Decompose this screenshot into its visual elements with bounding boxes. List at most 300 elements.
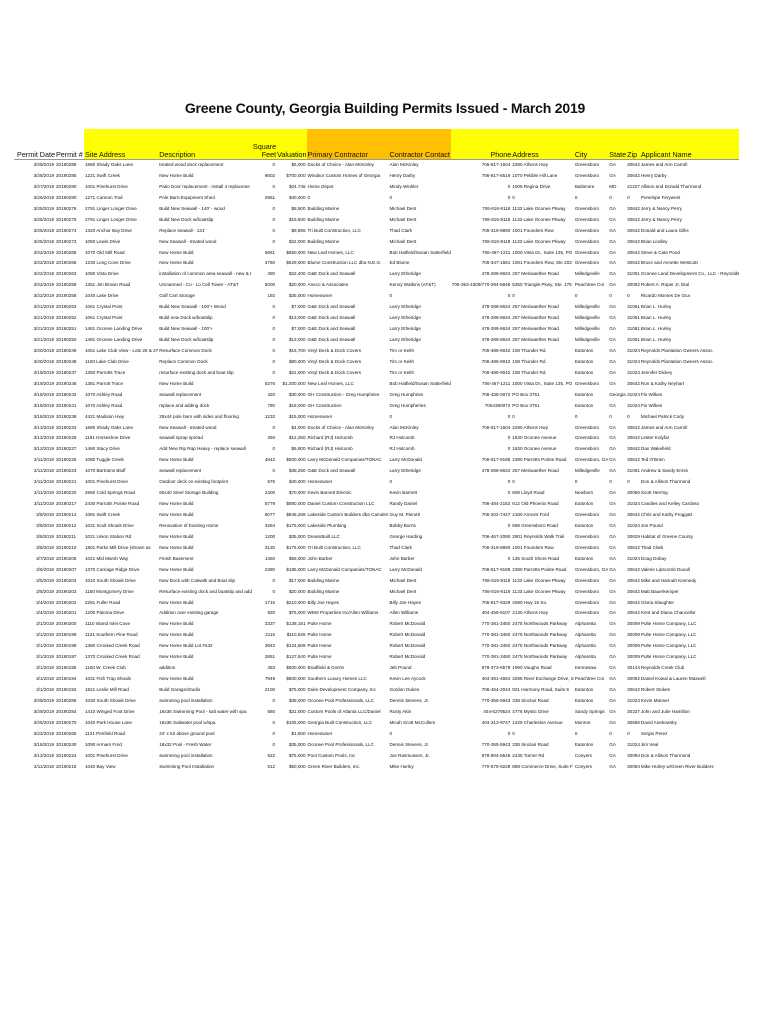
table-cell: Bradfield & Gorrie: [307, 665, 345, 671]
table-row: [14, 247, 739, 258]
table-cell: Eatonton: [574, 697, 594, 703]
table-cell: $31,000: [288, 708, 306, 714]
table-cell: 3/5/2019: [36, 577, 54, 583]
table-cell: 0: [272, 326, 276, 332]
table-row: [14, 390, 739, 401]
table-cell: 3/18/2019: [33, 391, 54, 397]
table-cell: 3/22/2019: [33, 282, 54, 288]
table-cell: seawall replacement: [159, 468, 202, 474]
table-cell: 1061 Crystal Point: [85, 304, 123, 310]
table-cell: 0: [609, 479, 612, 485]
permits-table: [14, 129, 739, 772]
table-cell: Larry McDonald: [389, 457, 422, 463]
table-row: [14, 740, 739, 751]
table-cell: 0: [272, 719, 276, 725]
table-cell: WMS Properties Inc/Allen Williams: [307, 610, 379, 616]
table-cell: 257 Meriwaether Road: [512, 304, 559, 310]
table-cell: 889 Commerce Drive, Suite F: [512, 763, 573, 769]
table-cell: Thad Clark: [389, 544, 412, 550]
table-cell: GA: [609, 522, 616, 528]
table-cell: $7,000: [291, 326, 306, 332]
table-cell: seawall riprap spread: [159, 435, 203, 441]
table-cell: Custom Pools of Atlanta LLC/Daniel: [307, 708, 381, 714]
table-cell: Alpharetta: [574, 654, 596, 660]
table-cell: 1001 Founders Row: [512, 227, 554, 233]
table-cell: 1031 Fish Trap Shoals: [85, 676, 131, 682]
table-cell: Eatonton: [574, 358, 594, 364]
table-cell: 280: [267, 271, 276, 277]
table-row: [14, 597, 739, 608]
table-cell: Reynolds Plantation Owners Assoc.: [640, 358, 714, 364]
table-cell: Eatonton: [574, 501, 594, 507]
table-cell: Michael Dent: [389, 216, 417, 222]
table-cell: 0: [627, 479, 630, 485]
table-cell: Eatonton: [574, 741, 594, 747]
table-cell: 20190284: [56, 708, 77, 714]
table-cell: 0: [272, 304, 276, 310]
table-cell: 20190194: [56, 676, 77, 682]
table-cell: 0: [272, 730, 276, 736]
table-cell: 30092: [627, 282, 640, 288]
table-cell: Greensboro: [574, 544, 600, 550]
table-row: [14, 379, 739, 390]
table-cell: 2901 Reynolds Walk Trail: [512, 533, 565, 539]
table-cell: Pulte Home: [307, 621, 332, 627]
table-cell: 3/25/2019: [33, 205, 54, 211]
table-cell: 3/12/2019: [33, 435, 54, 441]
table-cell: 3/28/2019: [33, 172, 54, 178]
table-cell: GA: [609, 610, 616, 616]
table-cell: GH Construction: [307, 402, 342, 408]
table-cell: GA: [609, 468, 616, 474]
table-cell: 3/19/2019: [33, 380, 54, 386]
table-cell: 706-817-9188: [481, 457, 511, 463]
table-cell: Alan McKinley: [389, 162, 419, 167]
table-cell: 3/8/2019: [36, 533, 54, 539]
table-cell: Windsor Custom Homes of Georgia: [307, 172, 381, 178]
table-cell: 30327: [627, 708, 640, 714]
table-cell: 3/21/2019: [33, 326, 54, 332]
table-cell: 0: [272, 162, 276, 167]
table-cell: 0: [389, 730, 393, 736]
table-cell: 3/6/2019: [36, 566, 54, 572]
table-cell: 3/5/2019: [36, 588, 54, 594]
table-cell: 404-6279524: [483, 708, 511, 714]
table-cell: Habitat of Greene County: [640, 533, 693, 539]
table-cell: Aneco & Associates: [307, 282, 349, 288]
table-cell: 622: [267, 752, 276, 758]
table-cell: Southern Luxury Homes LLC: [307, 676, 367, 682]
table-cell: GA: [609, 588, 616, 594]
table-cell: 0: [272, 424, 276, 430]
table-cell: Dennis Stevens, Jr.: [389, 741, 430, 747]
table-cell: 20190285: [56, 172, 77, 178]
table-cell: 20190274: [56, 227, 77, 233]
table-cell: 3843: [264, 643, 276, 649]
table-cell: $38,250: [288, 468, 306, 474]
table-cell: Alpharetta: [574, 632, 596, 638]
table-row: [14, 762, 739, 773]
table-row: [14, 685, 739, 696]
table-cell: GA: [609, 632, 616, 638]
table-cell: Greensboro: [574, 380, 600, 386]
table-cell: Peachtree Cor: [574, 676, 605, 682]
table-cell: $127,540: [286, 654, 306, 660]
table-cell: Milledgeville: [574, 304, 600, 310]
table-cell: 20190266: [56, 260, 77, 266]
table-cell: $5,000: [291, 162, 306, 167]
table-cell: GA: [609, 490, 616, 496]
table-cell: 2400: [264, 490, 276, 496]
table-cell: 0: [609, 194, 612, 200]
table-cell: Eatonton: [574, 347, 594, 353]
table-cell: 16x36 Saltwater pool w/spa: [159, 719, 216, 725]
table-cell: Tim or Keith: [389, 347, 415, 353]
table-cell: Bob Hatfield/Susan Satterfield: [389, 249, 451, 255]
table-cell: GA: [609, 347, 616, 353]
table-row: [14, 291, 739, 302]
table-cell: 0: [574, 293, 578, 299]
table-cell: 20190212: [56, 522, 77, 528]
table-cell: 20190259: [56, 282, 77, 288]
table-cell: 30642: [627, 260, 640, 266]
table-cell: Replace seawall - 131': [159, 227, 206, 233]
table-cell: Greensboro: [574, 424, 600, 430]
table-cell: 20190270: [56, 719, 77, 725]
table-cell: Randy Daniel: [389, 501, 418, 507]
table-cell: $105,000: [286, 719, 306, 725]
table-cell: 257 Meriwaether Road: [512, 315, 559, 321]
table-row: [14, 729, 739, 740]
table-cell: $1,500: [291, 730, 306, 736]
table-cell: 338 Sinclair Road: [512, 741, 549, 747]
table-cell: Scott Herring: [640, 490, 668, 496]
table-cell: Mike Hurley: [389, 763, 414, 769]
table-cell: 1061 Crystal Point: [85, 315, 123, 321]
table-cell: 20190263: [56, 271, 77, 277]
table-cell: 20190204: [56, 577, 77, 583]
table-row: [14, 401, 739, 412]
table-cell: 257 Meriwaether Road: [512, 271, 559, 277]
table-cell: Larry Etheridge: [389, 315, 421, 321]
table-cell: Greensboro: [574, 216, 600, 222]
table-cell: Kevin Barnett Electric: [307, 490, 352, 496]
table-row: [14, 226, 739, 237]
table-cell: 338 Sinclair Road: [512, 697, 549, 703]
table-cell: 598 Greensboro Road: [512, 522, 558, 528]
table-cell: Mike and Hannah Kennedy: [640, 577, 697, 583]
table-cell: GA: [609, 687, 616, 692]
table-cell: 1680 Shady Oaks Lane: [85, 162, 134, 167]
table-cell: 706-347-1581: [481, 260, 511, 266]
table-cell: 1350 Parrotts Trace: [85, 369, 126, 375]
table-cell: G&E Dock and Seawall: [307, 304, 356, 310]
table-cell: 706-485-9042: [481, 369, 511, 375]
table-cell: GA: [609, 621, 616, 627]
table-cell: 20190225: [56, 457, 77, 463]
table-cell: 0: [507, 555, 511, 561]
table-cell: 20190248: [56, 358, 77, 364]
table-cell: Newborn: [574, 490, 594, 496]
table-cell: 30009: [627, 632, 640, 638]
table-cell: Greensboro: [574, 588, 600, 594]
table-cell: 3295 River Exchange Drive, S: [512, 676, 574, 682]
table-row: [14, 608, 739, 619]
table-cell: 1050 Lewis Drive: [85, 238, 121, 244]
table-cell: 20190238: [56, 413, 77, 419]
table-cell: Reynolds Creek Club: [640, 665, 685, 671]
table-cell: 706-816-9118: [482, 238, 511, 244]
table-cell: 2380: [264, 566, 276, 572]
table-cell: Greensboro: [574, 238, 600, 244]
table-cell: 31061: [627, 271, 640, 277]
table-cell: GA: [609, 216, 616, 222]
table-cell: 1191 Horseshoe Drive: [85, 435, 131, 441]
table-cell: 0: [512, 479, 515, 485]
table-cell: 31061: [627, 326, 640, 332]
table-cell: 31061: [627, 315, 640, 321]
table-cell: 20190273: [56, 238, 77, 244]
table-cell: 0: [507, 183, 511, 189]
table-cell: 0: [574, 413, 578, 419]
table-cell: GA: [609, 512, 616, 517]
table-cell: Milledgeville: [574, 315, 600, 321]
table-cell: 20190202: [56, 599, 77, 605]
table-cell: 3/12/2019: [33, 446, 54, 452]
table-cell: Jennifer Dickey: [640, 369, 673, 375]
table-row: [14, 280, 739, 291]
table-cell: 1481 Oconee Landing Drive: [85, 326, 143, 332]
table-cell: 20190286: [56, 697, 77, 703]
table-cell: $80,000: [288, 358, 306, 364]
table-cell: 478-288-6634: [481, 468, 511, 474]
table-cell: 20190200: [56, 621, 77, 627]
table-cell: GA: [609, 326, 616, 332]
table-cell: 3/18/2019: [33, 402, 54, 408]
table-cell: 1100 W. Creek Club: [85, 665, 126, 671]
table-cell: Pulte Home Company, LLC: [640, 621, 697, 627]
table-row: [14, 630, 739, 641]
table-cell: GA: [609, 665, 616, 671]
table-cell: 1133 Lake Oconee Pkway: [512, 588, 566, 594]
table-cell: 0: [272, 697, 276, 703]
table-cell: Ron & Kathy Neyhart: [640, 380, 685, 386]
table-cell: GA: [609, 304, 616, 310]
table-cell: Larry McDonald Companies/TONAC: [307, 566, 382, 572]
table-cell: $15,000: [288, 413, 306, 419]
table-cell: Build new Dock w/boatslip: [159, 315, 213, 321]
table-cell: Jerry & Nancy Perry: [640, 216, 682, 222]
column-header: Applicant Name: [640, 129, 740, 160]
table-cell: GA: [609, 544, 616, 550]
table-cell: 2475 Northwoods Parkway: [512, 632, 568, 638]
table-cell: 1715: [264, 599, 276, 605]
table-cell: Pulte Home Company, LLC: [640, 643, 697, 649]
table-cell: 30642: [627, 544, 640, 550]
table-cell: G&E Dock and Seawall: [307, 337, 356, 342]
table-cell: 1133 Lake Oconee Pkway: [512, 577, 566, 583]
table-cell: 706-816-9118: [482, 577, 511, 583]
column-header: Permit Date: [14, 129, 55, 160]
table-cell: 608 Lloyd Road: [512, 490, 545, 496]
table-cell: Milledgeville: [574, 468, 600, 474]
table-cell: Dennis Stevens, Jr.: [389, 697, 430, 703]
table-cell: 257 Meriwaether Road: [512, 337, 559, 342]
table-row: [14, 182, 739, 193]
table-cell: 0: [512, 293, 515, 299]
table-cell: 20190253: [56, 304, 77, 310]
table-cell: 0: [272, 577, 276, 583]
table-cell: 0: [627, 413, 630, 419]
table-cell: 706-454-2044: [481, 687, 511, 692]
table-cell: Kenny Watkins (AT&T): [389, 282, 436, 288]
table-cell: Oconee Pool Professionals, LLC: [307, 697, 374, 703]
table-cell: Larry Etheridge: [389, 337, 421, 342]
table-cell: Robert McDonald: [389, 643, 426, 649]
table-cell: 3/1/2019: [36, 665, 54, 671]
table-cell: 3284: [264, 522, 276, 528]
table-body: [14, 160, 739, 773]
table-cell: 1200 Paloma Drive: [85, 610, 125, 616]
table-cell: 3/22/2019: [33, 249, 54, 255]
table-cell: 2951: [264, 194, 276, 200]
table-cell: Greensboro: [574, 512, 600, 517]
table-cell: New Home Build: [159, 380, 194, 386]
table-cell: 3/25/2019: [33, 216, 54, 222]
table-cell: Larry McDonald: [389, 566, 422, 572]
table-cell: 706-817-6519: [481, 172, 511, 178]
table-cell: 108 Thunder Rd.: [512, 358, 547, 364]
table-cell: GA: [609, 577, 616, 583]
table-cell: 24' x 52 above ground pool: [159, 730, 215, 736]
table-cell: 30656: [627, 719, 640, 725]
table-cell: Larry Etheridge: [389, 271, 421, 277]
table-row: [14, 346, 739, 357]
table-cell: 1821 Leslie Mill Road: [85, 687, 129, 692]
page-title: Greene County, Georgia Building Permits Issued - March 2019: [184, 100, 586, 116]
table-cell: RJ Holcomb: [389, 435, 415, 441]
table-cell: Kent and Diana Chancellor: [640, 610, 696, 616]
table-cell: Richard (RJ) Holcomb: [307, 435, 353, 441]
table-cell: 3130: [264, 544, 276, 550]
table-cell: Golf Cart Storage: [159, 293, 195, 299]
column-header: Zip: [626, 129, 640, 160]
table-cell: Larry McDonald Companies/TONAC: [307, 457, 382, 463]
table-row: [14, 532, 739, 543]
table-row: [14, 422, 739, 433]
table-cell: 3/11/2019: [33, 479, 54, 485]
table-cell: 770-381-3450: [481, 654, 511, 660]
table-cell: 5661: [264, 249, 276, 255]
column-header: State: [608, 129, 626, 160]
table-cell: Building Marine: [307, 577, 340, 583]
table-cell: Robert A. Roper Jr, Etal: [640, 282, 690, 288]
table-cell: 0: [389, 293, 393, 299]
table-row: [14, 543, 739, 554]
table-cell: Ricardo Montes De Oca: [640, 293, 690, 299]
table-cell: 706-467-2090: [481, 533, 511, 539]
table-cell: 6602: [264, 172, 276, 178]
table-cell: 1221 Swift Creek: [85, 172, 120, 178]
table-cell: 3/27/2019: [33, 183, 54, 189]
table-cell: 3/13/2019: [33, 424, 54, 430]
table-cell: Duke Development Company, Inc: [307, 687, 376, 692]
table-row: [14, 587, 739, 598]
table-cell: Ted O'Brien: [640, 457, 665, 463]
table-cell: 2475 Northwoods Parkway: [512, 621, 568, 627]
table-cell: 20190217: [56, 501, 77, 507]
table-cell: Bob Hatfield/Susan Satterfield: [389, 380, 451, 386]
column-header: Contractor Contact: [389, 129, 451, 160]
table-cell: 21227: [627, 183, 640, 189]
table-cell: $600,000: [286, 665, 306, 671]
table-cell: 404-313-9747: [481, 719, 511, 725]
table-row: [14, 302, 739, 313]
table-cell: Add New Rip Rap Heavy - replace seawall: [159, 446, 246, 452]
table-cell: Greensboro: [574, 260, 600, 266]
table-cell: 30642: [627, 238, 640, 244]
table-cell: DreamBuilt LLC: [307, 533, 340, 539]
table-cell: 30642: [627, 610, 640, 616]
table-cell: 0: [389, 479, 393, 485]
table-cell: 20190201: [56, 610, 77, 616]
table-cell: 1429 Charleston Avenue: [512, 719, 563, 725]
table-cell: 3/1/2019: [36, 632, 54, 638]
table-cell: 3/20/2019: [33, 347, 54, 353]
table-cell: 1133 Lake Oconee Pkway: [512, 205, 566, 211]
table-cell: 1031 Scull Shoals Drive: [85, 522, 134, 528]
table-cell: Flo Wilkes: [640, 402, 663, 408]
table-cell: Candies and Kelley Cardoso: [640, 501, 700, 507]
table-cell: Brian L. Hurley: [640, 337, 672, 342]
table-cell: 4776 Mystic Drive: [512, 708, 549, 714]
table-cell: 30642: [627, 172, 640, 178]
table-cell: Greg Humpheries: [389, 402, 426, 408]
table-cell: Docks of Choice - Alan McKinley: [307, 424, 374, 430]
table-cell: 3/8/2019: [36, 522, 54, 528]
table-cell: Addition over existing garage: [159, 610, 219, 616]
table-cell: 1005 Regina Drive: [512, 183, 551, 189]
table-cell: Joe Rasmussen, Jr.: [389, 752, 430, 758]
table-cell: 0: [272, 337, 276, 342]
table-cell: 20190280: [56, 194, 77, 200]
table-cell: Vinyl Deck & Dock Covers: [307, 347, 362, 353]
table-cell: James and Ann Carroll: [640, 162, 688, 167]
table-cell: Jim Veal: [640, 741, 659, 747]
table-cell: 0: [507, 194, 511, 200]
table-cell: $18,000: [288, 402, 306, 408]
table-cell: 3/1/2019: [36, 676, 54, 682]
table-cell: Georgia Built Construction, LLC: [307, 719, 373, 725]
table-cell: 0: [507, 490, 511, 496]
table-cell: 7064380072: [484, 402, 511, 408]
table-cell: 20190211: [56, 533, 77, 539]
table-cell: 31024: [627, 402, 640, 408]
table-cell: Alpharetta: [574, 621, 596, 627]
table-row: [14, 171, 739, 182]
table-cell: Monroe: [574, 719, 591, 725]
table-cell: Tri Built Construction, LLC: [307, 227, 361, 233]
table-cell: 3/1/2019: [36, 654, 54, 660]
table-cell: 3/18/2019: [33, 413, 54, 419]
table-cell: 1121 Southern Pine Road: [85, 632, 138, 638]
table-cell: New Home Build: [159, 172, 194, 178]
table-cell: swimming pool installation: [159, 752, 213, 758]
table-cell: 0: [272, 446, 276, 452]
table-cell: GA: [609, 380, 616, 386]
table-cell: 2130 Athens Hwy: [512, 610, 549, 616]
table-cell: Gloria Slaughter: [640, 599, 675, 605]
